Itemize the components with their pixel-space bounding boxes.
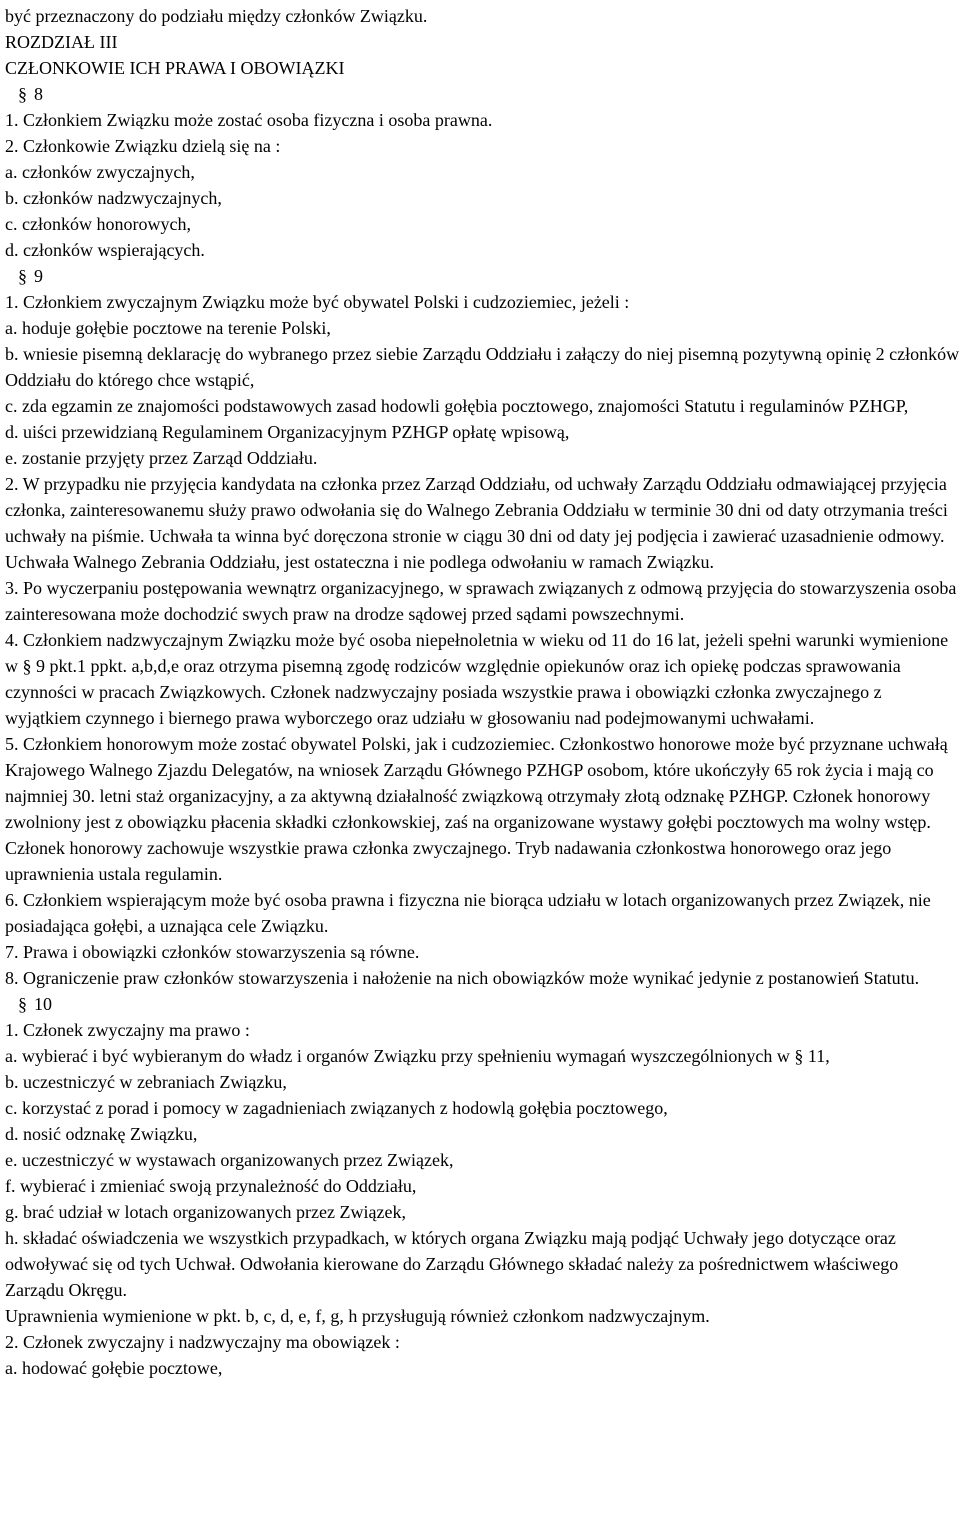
paragraph: 5. Członkiem honorowym może zostać obywatel Polski, jak i cudzoziemiec. Członkostwo honorowe może być przyznane uchwałą Krajowego Walnego Zjazdu Delegatów, na wniosek Zarządu Głównego PZHGP osobom, które ukończyły 65 rok życia i mają co najmniej 30. letni staż organizacyjny, a za aktywną działalność związkową otrzymały złotą odznakę PZHGP. Członek honorowy zwolniony jest z obowiązku płacenia składki członkowskiej, zaś na organizowane wystawy gołębi pocztowych ma wolny wstęp. Członek honorowy zachowuje wszystkie prawa członka zwyczajnego. Tryb nadawania członkostwa honorowego oraz jego uprawnienia ustala regulamin. (5, 734, 948, 884)
section-number: 9 (34, 266, 43, 286)
list-item: d. członków wspierających. (5, 240, 205, 260)
list-item: c. korzystać z porad i pomocy w zagadnieniach związanych z hodowlą gołębia pocztowego, (5, 1098, 668, 1118)
list-item: a. hodować gołębie pocztowe, (5, 1358, 223, 1378)
section-number: 10 (34, 994, 52, 1014)
paragraph: 8. Ograniczenie praw członków stowarzyszenia i nałożenie na nich obowiązków może wynikać jedynie z postanowień Statutu. (5, 968, 920, 988)
section-heading-9 (5, 263, 960, 289)
paragraph: 3. Po wyczerpaniu postępowania wewnątrz organizacyjnego, w sprawach związanych z odmową przyjęcia do stowarzyszenia osoba zainteresowana może dochodzić swych praw na drodze sądowej przed sądami powszechnymi. (5, 578, 957, 624)
section-mark: § (18, 994, 27, 1014)
list-item: d. nosić odznakę Związku, (5, 1124, 198, 1144)
list-item: a. hoduje gołębie pocztowe na terenie Polski, (5, 318, 331, 338)
paragraph: 1. Członkiem Związku może zostać osoba fizyczna i osoba prawna. (5, 110, 493, 130)
text-line: być przeznaczony do podziału między członków Związku. (5, 6, 428, 26)
paragraph: 4. Członkiem nadzwyczajnym Związku może być osoba niepełnoletnia w wieku od 11 do 16 lat, jeżeli spełni warunki wymienione w § 9 pkt.1 ppkt. a,b,d,e oraz otrzyma pisemną zgodę rodziców względnie opiekunów oraz ich opiekę podczas sprawowania czynności w pracach Związkowych. Członek nadzwyczajny posiada wszystkie prawa i obowiązki członka zwyczajnego z wyjątkiem czynnego i biernego prawa wyborczego oraz udziału w głosowaniu nad podejmowanymi uchwałami. (5, 630, 949, 728)
paragraph: 2. Członkowie Związku dzielą się na : (5, 136, 281, 156)
list-item: b. uczestniczyć w zebraniach Związku, (5, 1072, 287, 1092)
list-item: f. wybierać i zmieniać swoją przynależność do Oddziału, (5, 1176, 417, 1196)
paragraph: Uprawnienia wymienione w pkt. b, c, d, e, f, g, h przysługują również członkom nadzwyczajnym. (5, 1306, 710, 1326)
section-heading-8 (5, 81, 960, 107)
section-number: 8 (34, 84, 43, 104)
chapter-title: CZŁONKOWIE ICH PRAWA I OBOWIĄZKI (5, 58, 345, 78)
paragraph: 2. W przypadku nie przyjęcia kandydata na członka przez Zarząd Oddziału, od uchwały Zarządu Oddziału odmawiającej przyjęcia członka, zainteresowanemu służy prawo odwołania się do Walnego Zebrania Oddziału w terminie 30 dni od daty otrzymania treści uchwały na piśmie. Uchwała ta winna być doręczona stronie w ciągu 30 dni od daty jej podjęcia i zawierać uzasadnienie odmowy. Uchwała Walnego Zebrania Oddziału, jest ostateczna i nie podlega odwołaniu w ramach Związku. (5, 474, 948, 572)
list-item: c. członków honorowych, (5, 214, 191, 234)
list-item: a. wybierać i być wybieranym do władz i organów Związku przy spełnieniu wymagań wyszczególnionych w § 11, (5, 1046, 830, 1066)
section-mark: § (18, 84, 27, 104)
section-heading-10 (5, 991, 960, 1017)
paragraph: 6. Członkiem wspierającym może być osoba prawna i fizyczna nie biorąca udziału w lotach organizowanych przez Związek, nie posiadająca gołębi, a uznająca cele Związku. (5, 890, 931, 936)
paragraph: 7. Prawa i obowiązki członków stowarzyszenia są równe. (5, 942, 420, 962)
list-item: e. uczestniczyć w wystawach organizowanych przez Związek, (5, 1150, 454, 1170)
list-item: b. wniesie pisemną deklarację do wybranego przez siebie Zarządu Oddziału i załączy do niej pisemną pozytywną opinię 2 członków Oddziału do którego chce wstąpić, (5, 344, 960, 390)
paragraph: 2. Członek zwyczajny i nadzwyczajny ma obowiązek : (5, 1332, 400, 1352)
document-body (5, 3, 960, 1381)
list-item: g. brać udział w lotach organizowanych przez Związek, (5, 1202, 406, 1222)
list-item: h. składać oświadczenia we wszystkich przypadkach, w których organa Związku mają podjąć Uchwały jego dotyczące oraz odwoływać się od tych Uchwał. Odwołania kierowane do Zarządu Głównego składać należy za pośrednictwem właściwego Zarządu Okręgu. (5, 1228, 899, 1300)
list-item: b. członków nadzwyczajnych, (5, 188, 222, 208)
list-item: e. zostanie przyjęty przez Zarząd Oddziału. (5, 448, 318, 468)
paragraph: 1. Członkiem zwyczajnym Związku może być obywatel Polski i cudzoziemiec, jeżeli : (5, 292, 630, 312)
list-item: c. zda egzamin ze znajomości podstawowych zasad hodowli gołębia pocztowego, znajomości Statutu i regulaminów PZHGP, (5, 396, 909, 416)
paragraph: 1. Członek zwyczajny ma prawo : (5, 1020, 250, 1040)
section-mark: § (18, 266, 27, 286)
list-item: a. członków zwyczajnych, (5, 162, 195, 182)
chapter-heading: ROZDZIAŁ III (5, 32, 118, 52)
list-item: d. uiści przewidzianą Regulaminem Organizacyjnym PZHGP opłatę wpisową, (5, 422, 570, 442)
